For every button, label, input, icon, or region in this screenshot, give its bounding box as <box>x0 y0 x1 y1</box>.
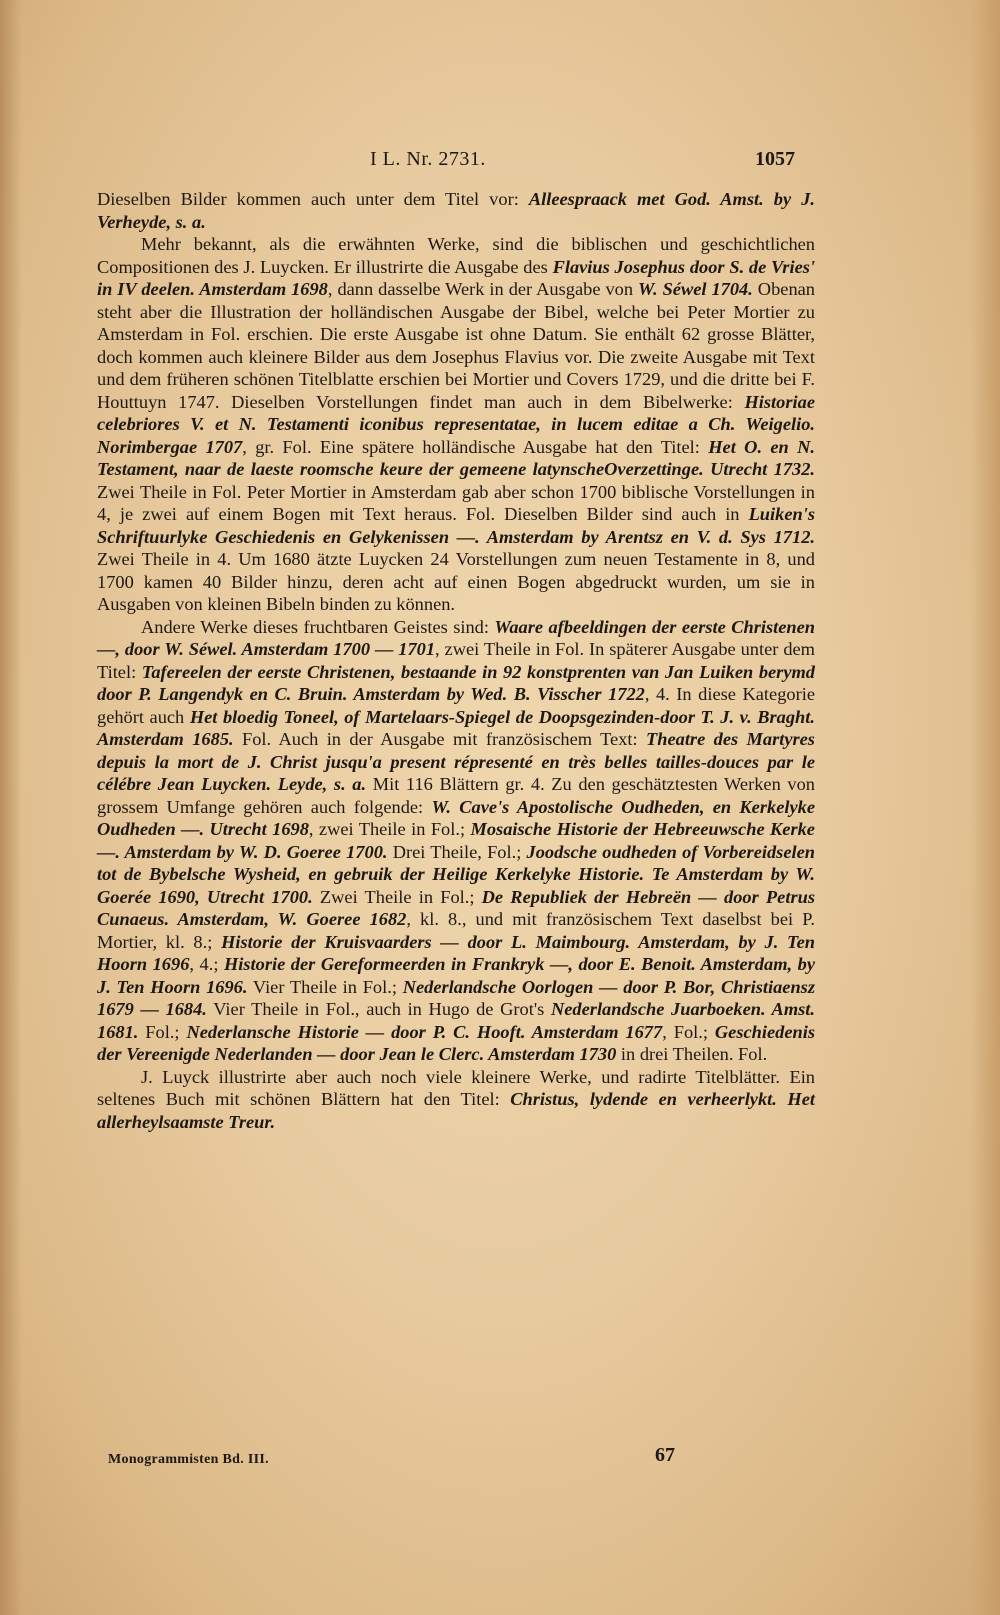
title-citation: Waare afbeeldingen der eerste Christenen —, door W. Séwel. Amsterdam 1700 — 1701 <box>97 616 816 659</box>
text-run: , 4.; <box>189 954 224 974</box>
title-citation: Historiae celebriores V. et N. Testamenti iconibus representatae, in lucem editae a Ch. Weigelio. Norimbergae 1707 <box>97 391 815 457</box>
text-run: Mehr bekannt, als die erwähnten Werke, sind die biblischen und geschichtlichen Compositionen des J. Luycken. Er illustrirte die Ausgabe des <box>97 234 815 277</box>
title-citation: Het bloedig Toneel, of Martelaars-Spiegel de Doopsgezinden-door T. J. v. Braght. Amsterdam 1685. <box>97 706 815 749</box>
text-run: Mit 116 Blättern gr. 4. Zu den geschätztesten Werken von grossem Umfange gehören auch folgende: <box>97 774 815 817</box>
title-citation: Luiken's Schriftuurlyke Geschiedenis en Gelykenissen —. Amsterdam by Arentsz en V. d. Sys 1712. <box>97 504 815 547</box>
page-edge-shadow-right <box>970 0 1000 1615</box>
text-run: Drei Theile, Fol.; <box>387 841 527 862</box>
text-run: Obenan steht aber die Illustration der holländischen Ausgabe der Bibel, welche bei Peter Mortier zu Amsterdam in Fol. erschien. Die erste Ausgabe ist ohne Datum. Sie enthält 62 grosse Blätter, doch kommen auch kleinere Bilder aus dem Josephus Flavius vor. Die zweite Ausgabe mit Text und dem früheren schönen Titelblatte erschien bei Mortier und Covers 1729, und die dritte bei F. Houttuyn 1747. Dieselben Vorstellungen findet man auch in dem Bibelwerke: <box>97 279 816 412</box>
text-run: Fol.; <box>138 1021 187 1042</box>
paragraph <box>97 188 815 233</box>
title-citation: Nederlansche Historie — door P. C. Hooft. Amsterdam 1677 <box>186 1021 663 1042</box>
title-citation: Nederlandsche Juarboeken. Amst. 1681. <box>97 999 815 1042</box>
text-run: , zwei Theile in Fol.; <box>308 819 471 839</box>
paragraph <box>97 1066 815 1134</box>
text-run: Fol. Auch in der Ausgabe mit französischem Text: <box>233 729 646 749</box>
text-run: Zwei Theile in Fol.; <box>312 886 482 907</box>
text-run: in drei Theilen. Fol. <box>616 1044 768 1064</box>
sheet-signature: 67 <box>655 1444 675 1466</box>
paragraph <box>97 616 815 1066</box>
page-header <box>0 148 1000 178</box>
page-edge-shadow-left <box>0 0 22 1615</box>
text-run: Dieselben Bilder kommen auch unter dem Titel vor: <box>97 189 529 209</box>
text-run: Zwei Theile in Fol. Peter Mortier in Amsterdam gab aber schon 1700 biblische Vorstellungen in 4, je zwei auf einem Bogen mit Text heraus. Fol. Dieselben Bilder sind auch in <box>97 481 815 524</box>
title-citation: Historie der Kruisvaarders — door L. Maimbourg. Amsterdam, by J. Ten Hoorn 1696 <box>97 931 815 974</box>
title-citation: Joodsche oudheden of Vorbereidselen tot de Bybelsche Wysheid, en gebruik der Heilige Kerkelyke Historie. Te Amsterdam by W. Goerée 1690, Utrecht 1700. <box>97 841 815 907</box>
title-citation: W. Cave's Apostolische Oudheden, en Kerkelyke Oudheden —. Utrecht 1698 <box>97 796 815 839</box>
title-citation: Historie der Gereformeerden in Frankryk —, door E. Benoit. Amsterdam, by J. Ten Hoorn 1696. <box>97 954 815 997</box>
title-citation: Nederlandsche Oorlogen — door P. Bor, Christiaensz 1679 — 1684. <box>97 976 815 1019</box>
footer-volume-note: Monogrammisten Bd. III. <box>108 1452 269 1467</box>
title-citation: Mosaische Historie der Hebreeuwsche Kerke —. Amsterdam by W. D. Goeree 1700. <box>97 819 815 862</box>
title-citation: Flavius Josephus door S. de Vries' in IV deelen. Amsterdam 1698 <box>97 256 815 299</box>
text-run: Andere Werke dieses fruchtbaren Geistes sind: <box>141 616 495 637</box>
text-run: Vier Theile in Fol.; <box>247 976 403 997</box>
text-run: , 4. In diese Kategorie gehört auch <box>97 684 815 727</box>
title-citation: W. Séwel 1704. <box>638 279 753 299</box>
title-citation: De Republiek der Hebreën — door Petrus Cunaeus. Amsterdam, W. Goeree 1682 <box>97 886 815 929</box>
title-citation: Alleespraack met God. Amst. by J. Verheyde, s. a. <box>97 189 815 232</box>
title-citation: Het O. en N. Testament, naar de laeste roomsche keure der gemeene latynscheOverzettinge. Utrecht 1732. <box>97 436 816 479</box>
title-citation: Christus, lydende en verheerlykt. Het allerheylsaamste Treur. <box>97 1089 815 1132</box>
running-title: I L. Nr. 2731. <box>370 148 486 170</box>
text-run: Vier Theile in Fol., auch in Hugo de Grot's <box>206 999 551 1019</box>
text-run: , zwei Theile in Fol. In späterer Ausgabe unter dem Titel: <box>97 639 815 682</box>
title-citation: Geschiedenis der Vereenigde Nederlanden — door Jean le Clerc. Amsterdam 1730 <box>97 1021 815 1064</box>
paragraph <box>97 233 815 616</box>
body-text <box>97 188 815 1133</box>
text-run: , Fol.; <box>662 1021 715 1042</box>
text-run: , kl. 8., und mit französischem Text daselbst bei P. Mortier, kl. 8.; <box>97 909 815 952</box>
text-run: , dann dasselbe Werk in der Ausgabe von <box>327 279 639 299</box>
text-run: , gr. Fol. Eine spätere holländische Ausgabe hat den Titel: <box>242 436 709 457</box>
title-citation: Theatre des Martyres depuis la mort de J. Christ jusqu'a present répresenté en très belles tailles-douces par le célébre Jean Luycken. Leyde, s. a. <box>97 729 815 794</box>
title-citation: Tafereelen der eerste Christenen, bestaande in 92 konstprenten van Jan Luiken berymd door P. Langendyk en C. Bruin. Amsterdam by Wed. B. Visscher 1722 <box>97 661 815 704</box>
text-run: Zwei Theile in 4. Um 1680 ätzte Luycken 24 Vorstellungen zum neuen Testamente in 8, und 1700 kamen 40 Bilder hinzu, deren acht auf einen Bogen abgedruckt wurden, um sie in Ausgaben von kleinen Bibeln binden zu können. <box>97 549 815 614</box>
text-run: J. Luyck illustrirte aber auch noch viele kleinere Werke, und radirte Titelblätter. Ein seltenes Buch mit schönen Blättern hat den Titel: <box>97 1066 815 1109</box>
page-footer <box>108 1444 808 1474</box>
page-number: 1057 <box>755 148 795 170</box>
